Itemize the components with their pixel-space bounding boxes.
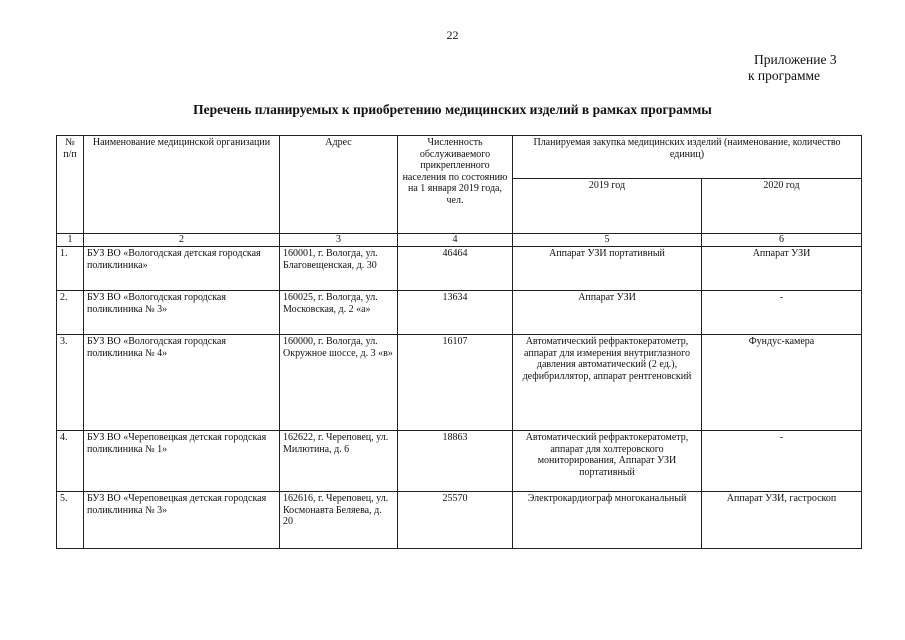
column-number: 6 [702, 234, 862, 247]
row-purchase-2019: Автоматический рефрактокератометр, аппарат для измерения внутриглазного давления автоматический (2 ед.), дефибриллятор, аппарат рентгеновский [513, 335, 702, 431]
row-num: 2. [57, 291, 84, 335]
header-year-2020: 2020 год [702, 179, 862, 234]
header-organization: Наименование медицинской организации [84, 136, 280, 234]
row-purchase-2020: - [702, 291, 862, 335]
row-address: 160025, г. Вологда, ул. Московская, д. 2 «а» [280, 291, 398, 335]
row-address: 160000, г. Вологда, ул. Окружное шоссе, д. 3 «в» [280, 335, 398, 431]
row-organization: БУЗ ВО «Вологодская городская поликлиника № 4» [84, 335, 280, 431]
header-purchase: Планируемая закупка медицинских изделий (наименование, количество единиц) [513, 136, 862, 179]
column-number: 4 [398, 234, 513, 247]
row-purchase-2019: Аппарат УЗИ [513, 291, 702, 335]
row-address: 160001, г. Вологда, ул. Благовещенская, д. 30 [280, 247, 398, 291]
row-num: 4. [57, 431, 84, 492]
row-organization: БУЗ ВО «Вологодская городская поликлиника № 3» [84, 291, 280, 335]
row-address: 162616, г. Череповец, ул. Космонавта Беляева, д. 20 [280, 492, 398, 549]
row-purchase-2020: - [702, 431, 862, 492]
table-row [57, 335, 862, 431]
row-purchase-2020: Фундус-камера [702, 335, 862, 431]
column-number: 5 [513, 234, 702, 247]
table-row [57, 247, 862, 291]
header-row [57, 136, 862, 179]
row-purchase-2020: Аппарат УЗИ [702, 247, 862, 291]
row-num: 1. [57, 247, 84, 291]
row-purchase-2019: Аппарат УЗИ портативный [513, 247, 702, 291]
row-organization: БУЗ ВО «Вологодская детская городская поликлиника» [84, 247, 280, 291]
appendix-line-2: к программе [748, 68, 821, 83]
row-population: 16107 [398, 335, 513, 431]
appendix-line-1: Приложение 3 [754, 52, 837, 67]
header-num: № п/п [57, 136, 84, 234]
row-population: 18863 [398, 431, 513, 492]
appendix-note [748, 52, 837, 84]
row-organization: БУЗ ВО «Череповецкая детская городская поликлиника № 3» [84, 492, 280, 549]
table-row [57, 291, 862, 335]
page-number: 22 [446, 28, 459, 42]
column-number: 1 [57, 234, 84, 247]
row-purchase-2020: Аппарат УЗИ, гастроскоп [702, 492, 862, 549]
row-population: 13634 [398, 291, 513, 335]
column-numbers-row [57, 234, 862, 247]
row-population: 46464 [398, 247, 513, 291]
row-num: 5. [57, 492, 84, 549]
header-year-2019: 2019 год [513, 179, 702, 234]
row-purchase-2019: Электрокардиограф многоканальный [513, 492, 702, 549]
row-num: 3. [57, 335, 84, 431]
column-number: 3 [280, 234, 398, 247]
procurement-table [56, 135, 862, 549]
header-address: Адрес [280, 136, 398, 234]
row-purchase-2019: Автоматический рефрактокератометр, аппарат для холтеровского мониторирования, Аппарат УЗИ портативный [513, 431, 702, 492]
header-population: Численность обслуживаемого прикрепленного населения по состоянию на 1 января 2019 года, чел. [398, 136, 513, 234]
column-number: 2 [84, 234, 280, 247]
row-address: 162622, г. Череповец, ул. Милютина, д. 6 [280, 431, 398, 492]
table-row [57, 492, 862, 549]
table-row [57, 431, 862, 492]
document-title: Перечень планируемых к приобретению медицинских изделий в рамках программы [193, 102, 712, 117]
row-organization: БУЗ ВО «Череповецкая детская городская поликлиника № 1» [84, 431, 280, 492]
row-population: 25570 [398, 492, 513, 549]
